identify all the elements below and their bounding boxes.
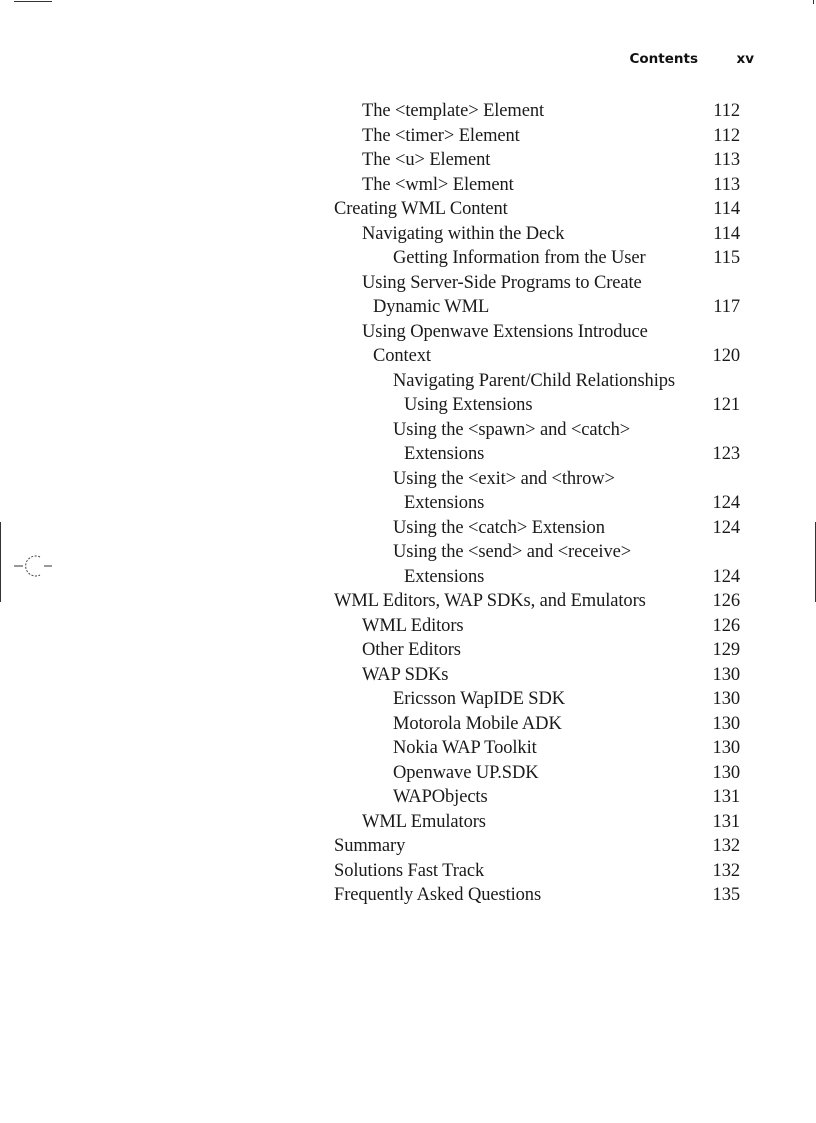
registration-mark-icon <box>14 551 54 581</box>
toc-entry <box>334 859 740 884</box>
toc-entry-page-number: 117 <box>713 297 740 317</box>
toc-entry-page-number: 120 <box>712 346 740 366</box>
toc-entry-page-number: 124 <box>712 517 740 538</box>
toc-entry <box>334 99 740 124</box>
page-number: xv <box>736 51 754 67</box>
toc-entry-title: The <timer> Element <box>362 125 520 146</box>
toc-line <box>334 320 740 345</box>
toc-entry <box>334 173 740 198</box>
toc-line <box>334 516 740 541</box>
toc-line <box>334 148 740 173</box>
toc-entry-page-number: 112 <box>713 125 740 146</box>
toc-entry <box>334 785 740 810</box>
toc-entry-page-number: 113 <box>713 174 740 195</box>
toc-line <box>334 271 740 296</box>
toc-line <box>334 834 740 859</box>
toc-entry-page-number: 115 <box>713 248 740 268</box>
table-of-contents <box>334 99 740 908</box>
toc-line <box>334 491 740 516</box>
toc-entry-title: The <wml> Element <box>362 174 514 195</box>
toc-entry-page-number: 131 <box>712 811 740 832</box>
toc-line <box>334 761 740 786</box>
toc-entry-page-number: 132 <box>712 860 740 881</box>
toc-entry <box>334 589 740 614</box>
toc-entry-title: Using the <catch> Extension <box>393 517 605 538</box>
toc-line <box>334 614 740 639</box>
toc-entry-page-number: 130 <box>712 689 740 709</box>
toc-entry <box>334 148 740 173</box>
toc-entry-title: Summary <box>334 836 406 856</box>
toc-entry-title: WAP SDKs <box>362 664 449 685</box>
toc-line <box>334 565 740 590</box>
toc-line <box>334 197 740 222</box>
toc-line <box>334 246 740 271</box>
toc-entry-title: Getting Information from the User <box>393 248 646 268</box>
toc-entry-page-number: 113 <box>713 150 740 170</box>
toc-entry-page-number: 135 <box>712 885 740 905</box>
running-head-title: Contents <box>629 51 698 67</box>
toc-line <box>334 418 740 443</box>
toc-entry-page-number: 132 <box>712 836 740 856</box>
toc-entry-title: Using the <send> and <receive> <box>393 542 632 562</box>
toc-line <box>334 393 740 418</box>
toc-entry-title: The <u> Element <box>362 150 491 170</box>
toc-entry <box>334 516 740 541</box>
toc-entry <box>334 540 740 589</box>
toc-entry-title: Openwave UP.SDK <box>393 762 539 783</box>
toc-line <box>334 687 740 712</box>
toc-line <box>334 124 740 149</box>
toc-entry <box>334 271 740 320</box>
toc-entry <box>334 687 740 712</box>
toc-entry-title: Creating WML Content <box>334 199 508 219</box>
toc-entry-page-number: 130 <box>712 738 740 758</box>
toc-line <box>334 295 740 320</box>
toc-entry-title: Motorola Mobile ADK <box>393 713 562 734</box>
toc-entry-title: WAPObjects <box>393 787 488 807</box>
toc-entry-page-number: 130 <box>712 762 740 783</box>
toc-entry-page-number: 129 <box>712 640 740 660</box>
crop-mark-top-left <box>14 1 52 2</box>
toc-entry-title: WML Emulators <box>362 811 486 832</box>
toc-entry-page-number: 112 <box>713 101 740 121</box>
toc-entry-title: WML Editors <box>362 615 464 636</box>
toc-entry-title: Frequently Asked Questions <box>334 885 542 905</box>
toc-line <box>334 344 740 369</box>
toc-entry-title: WML Editors, WAP SDKs, and Emulators <box>334 591 646 611</box>
toc-entry <box>334 222 740 247</box>
toc-line <box>334 467 740 492</box>
toc-entry-title: Using Openwave Extensions Introduce <box>362 321 648 342</box>
toc-entry <box>334 197 740 222</box>
toc-entry-title: Ericsson WapIDE SDK <box>393 689 565 709</box>
crop-mark-left-edge <box>0 522 1 602</box>
toc-entry-title: Using Server-Side Programs to Create <box>362 272 642 293</box>
toc-entry <box>334 736 740 761</box>
toc-entry-title: The <template> Element <box>362 101 545 121</box>
toc-entry-page-number: 131 <box>712 787 740 807</box>
toc-line <box>334 99 740 124</box>
toc-line <box>334 810 740 835</box>
toc-entry <box>334 418 740 467</box>
toc-entry-page-number: 124 <box>712 493 740 513</box>
toc-entry-title: Using the <spawn> and <catch> <box>393 419 631 440</box>
crop-mark-top-right <box>813 0 814 4</box>
toc-line <box>334 540 740 565</box>
toc-line <box>334 712 740 737</box>
toc-entry-title: Using the <exit> and <throw> <box>393 468 615 489</box>
toc-entry-page-number: 121 <box>712 395 740 415</box>
toc-entry <box>334 834 740 859</box>
toc-entry-title: Navigating Parent/Child Relationships <box>393 370 675 391</box>
toc-line <box>334 222 740 247</box>
toc-entry <box>334 712 740 737</box>
toc-line <box>334 173 740 198</box>
toc-entry-title: Extensions <box>404 566 485 587</box>
toc-entry-page-number: 114 <box>713 223 740 244</box>
toc-line <box>334 859 740 884</box>
toc-line <box>334 589 740 614</box>
toc-entry-page-number: 124 <box>712 566 740 587</box>
toc-entry-page-number: 126 <box>712 591 740 611</box>
toc-line <box>334 638 740 663</box>
toc-entry-title: Solutions Fast Track <box>334 860 485 881</box>
toc-entry <box>334 761 740 786</box>
toc-entry <box>334 369 740 418</box>
toc-entry <box>334 246 740 271</box>
toc-entry-title: Using Extensions <box>404 395 533 415</box>
toc-line <box>334 736 740 761</box>
toc-entry <box>334 883 740 908</box>
toc-entry-page-number: 123 <box>712 444 740 464</box>
toc-entry-title: Context <box>373 346 431 366</box>
toc-entry <box>334 467 740 516</box>
toc-entry <box>334 614 740 639</box>
toc-entry-page-number: 114 <box>713 199 740 219</box>
toc-entry <box>334 320 740 369</box>
toc-entry-title: Other Editors <box>362 640 461 660</box>
toc-line <box>334 785 740 810</box>
toc-entry-title: Nokia WAP Toolkit <box>393 738 537 758</box>
toc-entry <box>334 124 740 149</box>
toc-entry-title: Navigating within the Deck <box>362 223 565 244</box>
toc-entry-title: Extensions <box>404 444 485 464</box>
toc-line <box>334 442 740 467</box>
toc-line <box>334 663 740 688</box>
toc-entry <box>334 663 740 688</box>
toc-entry-page-number: 130 <box>712 713 740 734</box>
toc-line <box>334 369 740 394</box>
toc-line <box>334 883 740 908</box>
toc-entry-title: Extensions <box>404 493 485 513</box>
toc-entry <box>334 810 740 835</box>
toc-entry-page-number: 130 <box>712 664 740 685</box>
toc-entry <box>334 638 740 663</box>
toc-entry-page-number: 126 <box>712 615 740 636</box>
toc-entry-title: Dynamic WML <box>373 297 490 317</box>
